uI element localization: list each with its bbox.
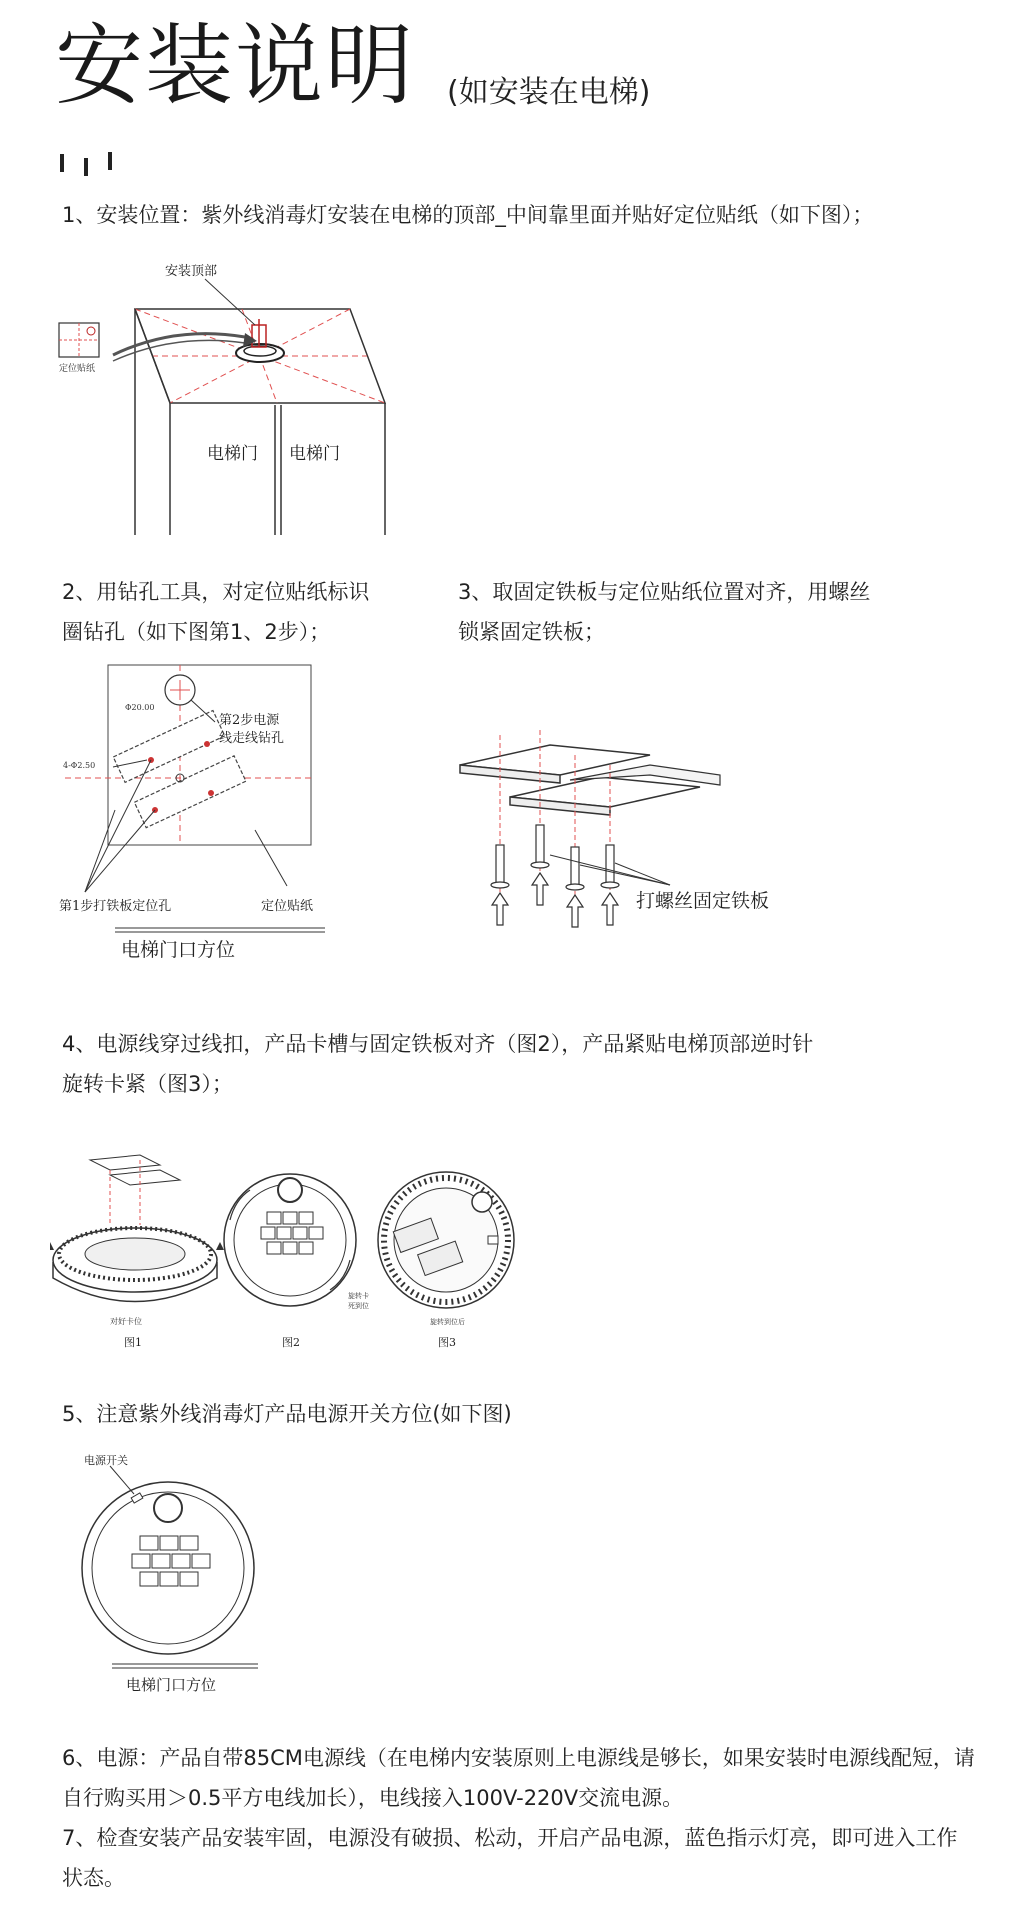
page-title: 安装说明 <box>55 14 416 117</box>
fig1-product-side <box>50 1155 224 1302</box>
step-6-line1: 6、电源：产品自带85CM电源线（在电梯内安装原则上电源线是够长，如果安装时电源线配短，请 <box>62 1746 975 1770</box>
fig1-caption: 图1 <box>124 1336 142 1349</box>
step-6-line2: 自行购买用＞0.5平方电线加长），电线接入100V-220V交流电源。 <box>62 1786 684 1810</box>
sticker-label-2: 定位贴纸 <box>261 899 314 914</box>
step-5-text: 5、注意紫外线消毒灯产品电源开关方位(如下图) <box>62 1402 512 1426</box>
step-3-line1: 3、取固定铁板与定位贴纸位置对齐，用螺丝 <box>458 580 871 604</box>
fig2-note-line1: 旋转卡 <box>348 1292 369 1300</box>
fig1-note: 对好卡位 <box>110 1317 142 1326</box>
fig3-caption: 图3 <box>438 1336 456 1349</box>
door-direction-label: 电梯门口方位 <box>121 939 236 961</box>
door-direction-label-2: 电梯门口方位 <box>126 1676 217 1694</box>
step-2-line1: 2、用钻孔工具，对定位贴纸标识 <box>62 580 370 604</box>
fig3-product-rotated <box>378 1172 514 1308</box>
hole-size-label: 4-Φ2.50 <box>63 761 96 770</box>
step-3-line2: 锁紧固定铁板； <box>458 620 605 644</box>
step2-label-line2: 线走线钻孔 <box>219 731 285 746</box>
power-switch-diagram <box>80 1450 280 1700</box>
rotation-steps-diagram <box>50 1150 530 1360</box>
drilling-sticker-diagram <box>55 660 415 980</box>
decorative-ticks <box>60 150 120 176</box>
door-label-right: 电梯门 <box>289 444 340 464</box>
step-2-line2: 圈钻孔（如下图第1、2步）； <box>62 620 331 644</box>
step1-label: 第1步打铁板定位孔 <box>59 899 172 914</box>
iron-plate-diagram <box>450 725 850 935</box>
fig2-caption: 图2 <box>282 1336 300 1349</box>
step-4-line1: 4、电源线穿过线扣，产品卡槽与固定铁板对齐（图2），产品紧贴电梯顶部逆时针 <box>62 1032 814 1056</box>
page-subtitle: (如安装在电梯) <box>447 75 651 110</box>
power-switch-label: 电源开关 <box>84 1454 128 1467</box>
step-1-text: 1、安装位置：紫外线消毒灯安装在电梯的顶部_中间靠里面并贴好定位贴纸（如下图）； <box>62 203 874 227</box>
fig2-product-bottom <box>224 1174 356 1306</box>
fig2-note-line2: 死到位 <box>348 1302 369 1310</box>
door-label-left: 电梯门 <box>207 444 258 464</box>
step-4-line2: 旋转卡紧（图3）； <box>62 1072 233 1096</box>
install-top-label: 安装顶部 <box>165 264 218 279</box>
sticker-label: 定位贴纸 <box>59 364 96 374</box>
fig3-note: 旋转到位后 <box>430 1318 465 1326</box>
diameter-label: Φ20.00 <box>125 703 155 712</box>
step-7-line1: 7、检查安装产品安装牢固，电源没有破损、松动，开启产品电源，蓝色指示灯亮，即可进入工作 <box>62 1826 958 1850</box>
step-7-line2: 状态。 <box>62 1866 125 1890</box>
step2-label-line1: 第2步电源 <box>219 713 280 728</box>
screw-label: 打螺丝固定铁板 <box>636 890 770 912</box>
elevator-top-diagram <box>55 255 395 535</box>
